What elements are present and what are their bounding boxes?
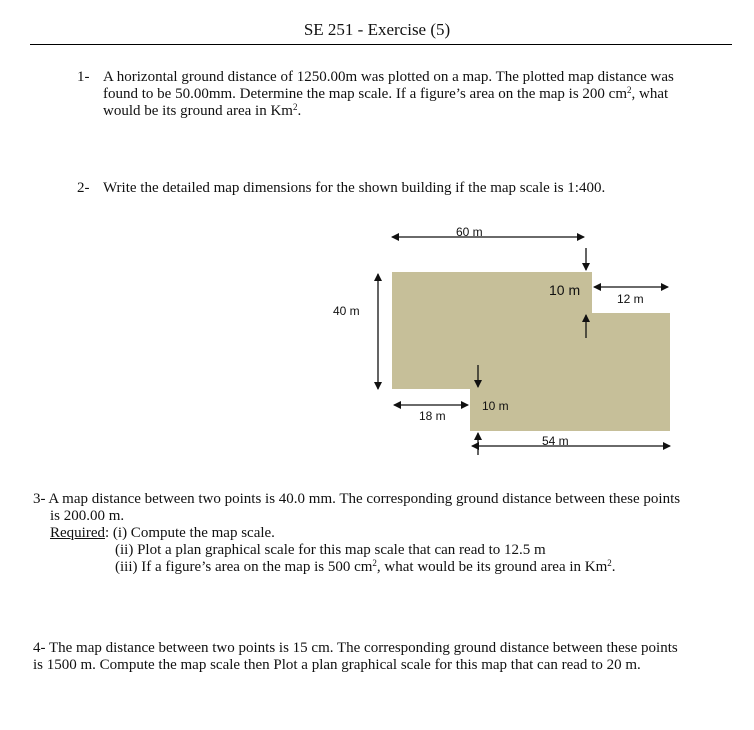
page-title: SE 251 - Exercise (5) — [303, 20, 451, 39]
dim-right-top-label: 12 m — [617, 292, 644, 306]
question-3-item-2: (ii) Plot a plan graphical scale for this map scale that can read to 12.5 m — [115, 542, 546, 558]
question-2-text: Write the detailed map dimensions for the shown building if the map scale is 1:400. — [103, 180, 606, 196]
dim-top-label: 60 m — [456, 225, 483, 239]
dim-notch-bottom-label: 10 m — [482, 399, 509, 413]
dim-bottom-left-label: 18 m — [419, 409, 446, 423]
question-4-line-1: 4- The map distance between two points is 15 cm. The corresponding ground distance between these points — [33, 640, 678, 656]
question-1-number: 1- — [77, 69, 90, 85]
question-3 — [33, 491, 733, 576]
question-3-required: Required: (i) Compute the map scale. — [50, 525, 275, 541]
question-2-number: 2- — [77, 180, 90, 196]
required-label: Required — [50, 525, 105, 541]
question-1-line-2: found to be 50.00mm. Determine the map scale. If a figure’s area on the map is 200 $cm^2$, what — [103, 85, 669, 102]
dim-notch-top-label: 10 m — [549, 282, 581, 298]
question-4 — [33, 640, 733, 674]
question-3-item-3: (iii) If a figure’s area on the map is 500 $cm^2$, what would be its ground area in Km$^2$. — [115, 558, 616, 575]
question-3-line-2: is 200.00 m. — [50, 508, 125, 524]
question-4-line-2: is 1500 m. Compute the map scale then Plot a plan graphical scale for this map that can read to 20 m. — [33, 657, 641, 673]
question-3-line-1: 3- A map distance between two points is 40.0 mm. The corresponding ground distance between these points — [33, 491, 681, 507]
dim-bottom-label: 54 m — [542, 434, 569, 448]
question-1-line-1: A horizontal ground distance of 1250.00m was plotted on a map. The plotted map distance was — [103, 69, 674, 85]
question-1-line-3: would be its ground area in Km$^2$. — [103, 102, 302, 119]
dim-left-label: 40 m — [333, 304, 360, 318]
